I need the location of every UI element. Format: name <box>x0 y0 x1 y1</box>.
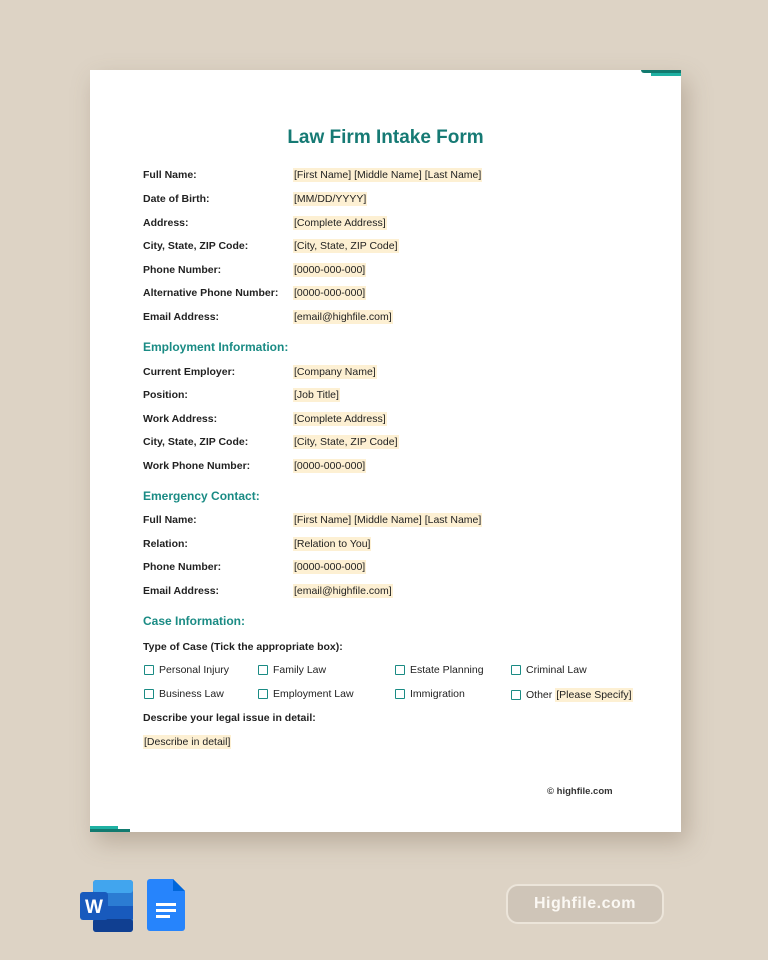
describe-field[interactable] <box>143 736 231 748</box>
highfile-brand-badge[interactable]: Highfile.com <box>506 884 664 924</box>
field-label: Work Address: <box>143 413 218 425</box>
checkbox-icon[interactable] <box>395 665 405 675</box>
field-value[interactable]: [Relation to You] <box>294 538 371 550</box>
checkbox-label: Personal Injury <box>159 664 230 676</box>
field-label: Phone Number: <box>143 561 222 573</box>
field-label: Full Name: <box>143 169 197 181</box>
field-value[interactable]: [email@highfile.com] <box>294 311 392 323</box>
checkbox-estate-planning[interactable] <box>395 664 484 676</box>
checkbox-icon[interactable] <box>144 665 154 675</box>
describe-prompt: Describe your legal issue in detail: <box>143 712 316 724</box>
field-value[interactable]: [0000-000-000] <box>294 460 366 472</box>
field-label: Full Name: <box>143 514 197 526</box>
document-page <box>90 70 681 832</box>
checkbox-employment-law[interactable] <box>258 688 354 700</box>
field-value[interactable]: [City, State, ZIP Code] <box>294 240 398 252</box>
other-specify-field[interactable]: [Please Specify] <box>556 689 632 701</box>
field-label: City, State, ZIP Code: <box>143 240 249 252</box>
field-label: Current Employer: <box>143 366 236 378</box>
field-label: Work Phone Number: <box>143 460 251 472</box>
field-value[interactable]: [Job Title] <box>294 389 339 401</box>
checkbox-icon[interactable] <box>258 665 268 675</box>
field-label: Position: <box>143 389 188 401</box>
field-label: Relation: <box>143 538 188 550</box>
checkbox-icon[interactable] <box>511 690 521 700</box>
checkbox-icon[interactable] <box>144 689 154 699</box>
checkbox-label: Other <box>526 689 553 701</box>
checkbox-criminal-law[interactable] <box>511 664 587 676</box>
document-title: Law Firm Intake Form <box>287 127 484 148</box>
google-docs-icon[interactable] <box>147 879 185 931</box>
checkbox-family-law[interactable] <box>258 664 326 676</box>
corner-decoration-top-right <box>641 70 681 76</box>
field-value[interactable]: [0000-000-000] <box>294 287 366 299</box>
checkbox-label: Family Law <box>273 664 327 676</box>
field-value[interactable]: [MM/DD/YYYY] <box>294 193 367 205</box>
corner-decoration-bottom-left <box>90 826 130 832</box>
checkbox-label: Employment Law <box>273 688 354 700</box>
checkbox-label: Criminal Law <box>526 664 587 676</box>
case-type-prompt: Type of Case (Tick the appropriate box): <box>143 641 343 653</box>
checkbox-business-law[interactable] <box>144 688 224 700</box>
field-label: Phone Number: <box>143 264 222 276</box>
field-label: Email Address: <box>143 585 220 597</box>
field-value[interactable]: [Complete Address] <box>294 217 386 229</box>
field-label: Date of Birth: <box>143 193 210 205</box>
checkbox-label: Estate Planning <box>410 664 484 676</box>
field-label: Alternative Phone Number: <box>143 287 279 299</box>
checkbox-icon[interactable] <box>395 689 405 699</box>
microsoft-word-icon[interactable] <box>80 880 134 932</box>
checkbox-label: Immigration <box>410 688 465 700</box>
section-heading-case: Case Information: <box>143 614 246 628</box>
checkbox-icon[interactable] <box>258 689 268 699</box>
field-value[interactable]: [email@highfile.com] <box>294 585 392 597</box>
section-heading-employment: Employment Information: <box>143 340 289 354</box>
field-label: Email Address: <box>143 311 220 323</box>
checkbox-personal-injury[interactable] <box>144 664 229 676</box>
checkbox-label: Business Law <box>159 688 224 700</box>
field-value[interactable]: [First Name] [Middle Name] [Last Name] <box>294 514 482 526</box>
field-value[interactable]: [0000-000-000] <box>294 561 366 573</box>
field-value[interactable]: [Complete Address] <box>294 413 386 425</box>
field-label: City, State, ZIP Code: <box>143 436 249 448</box>
describe-value[interactable]: [Describe in detail] <box>144 736 231 748</box>
checkbox-immigration[interactable] <box>395 688 465 700</box>
field-value[interactable]: [Company Name] <box>294 366 376 378</box>
field-value[interactable]: [First Name] [Middle Name] [Last Name] <box>294 169 482 181</box>
copyright-footer: © highfile.com <box>547 786 613 797</box>
field-value[interactable]: [City, State, ZIP Code] <box>294 436 398 448</box>
field-value[interactable]: [0000-000-000] <box>294 264 366 276</box>
checkbox-other[interactable] <box>511 688 633 702</box>
section-heading-emergency: Emergency Contact: <box>143 489 260 503</box>
checkbox-icon[interactable] <box>511 665 521 675</box>
field-label: Address: <box>143 217 189 229</box>
svg-text:W: W <box>85 897 103 918</box>
